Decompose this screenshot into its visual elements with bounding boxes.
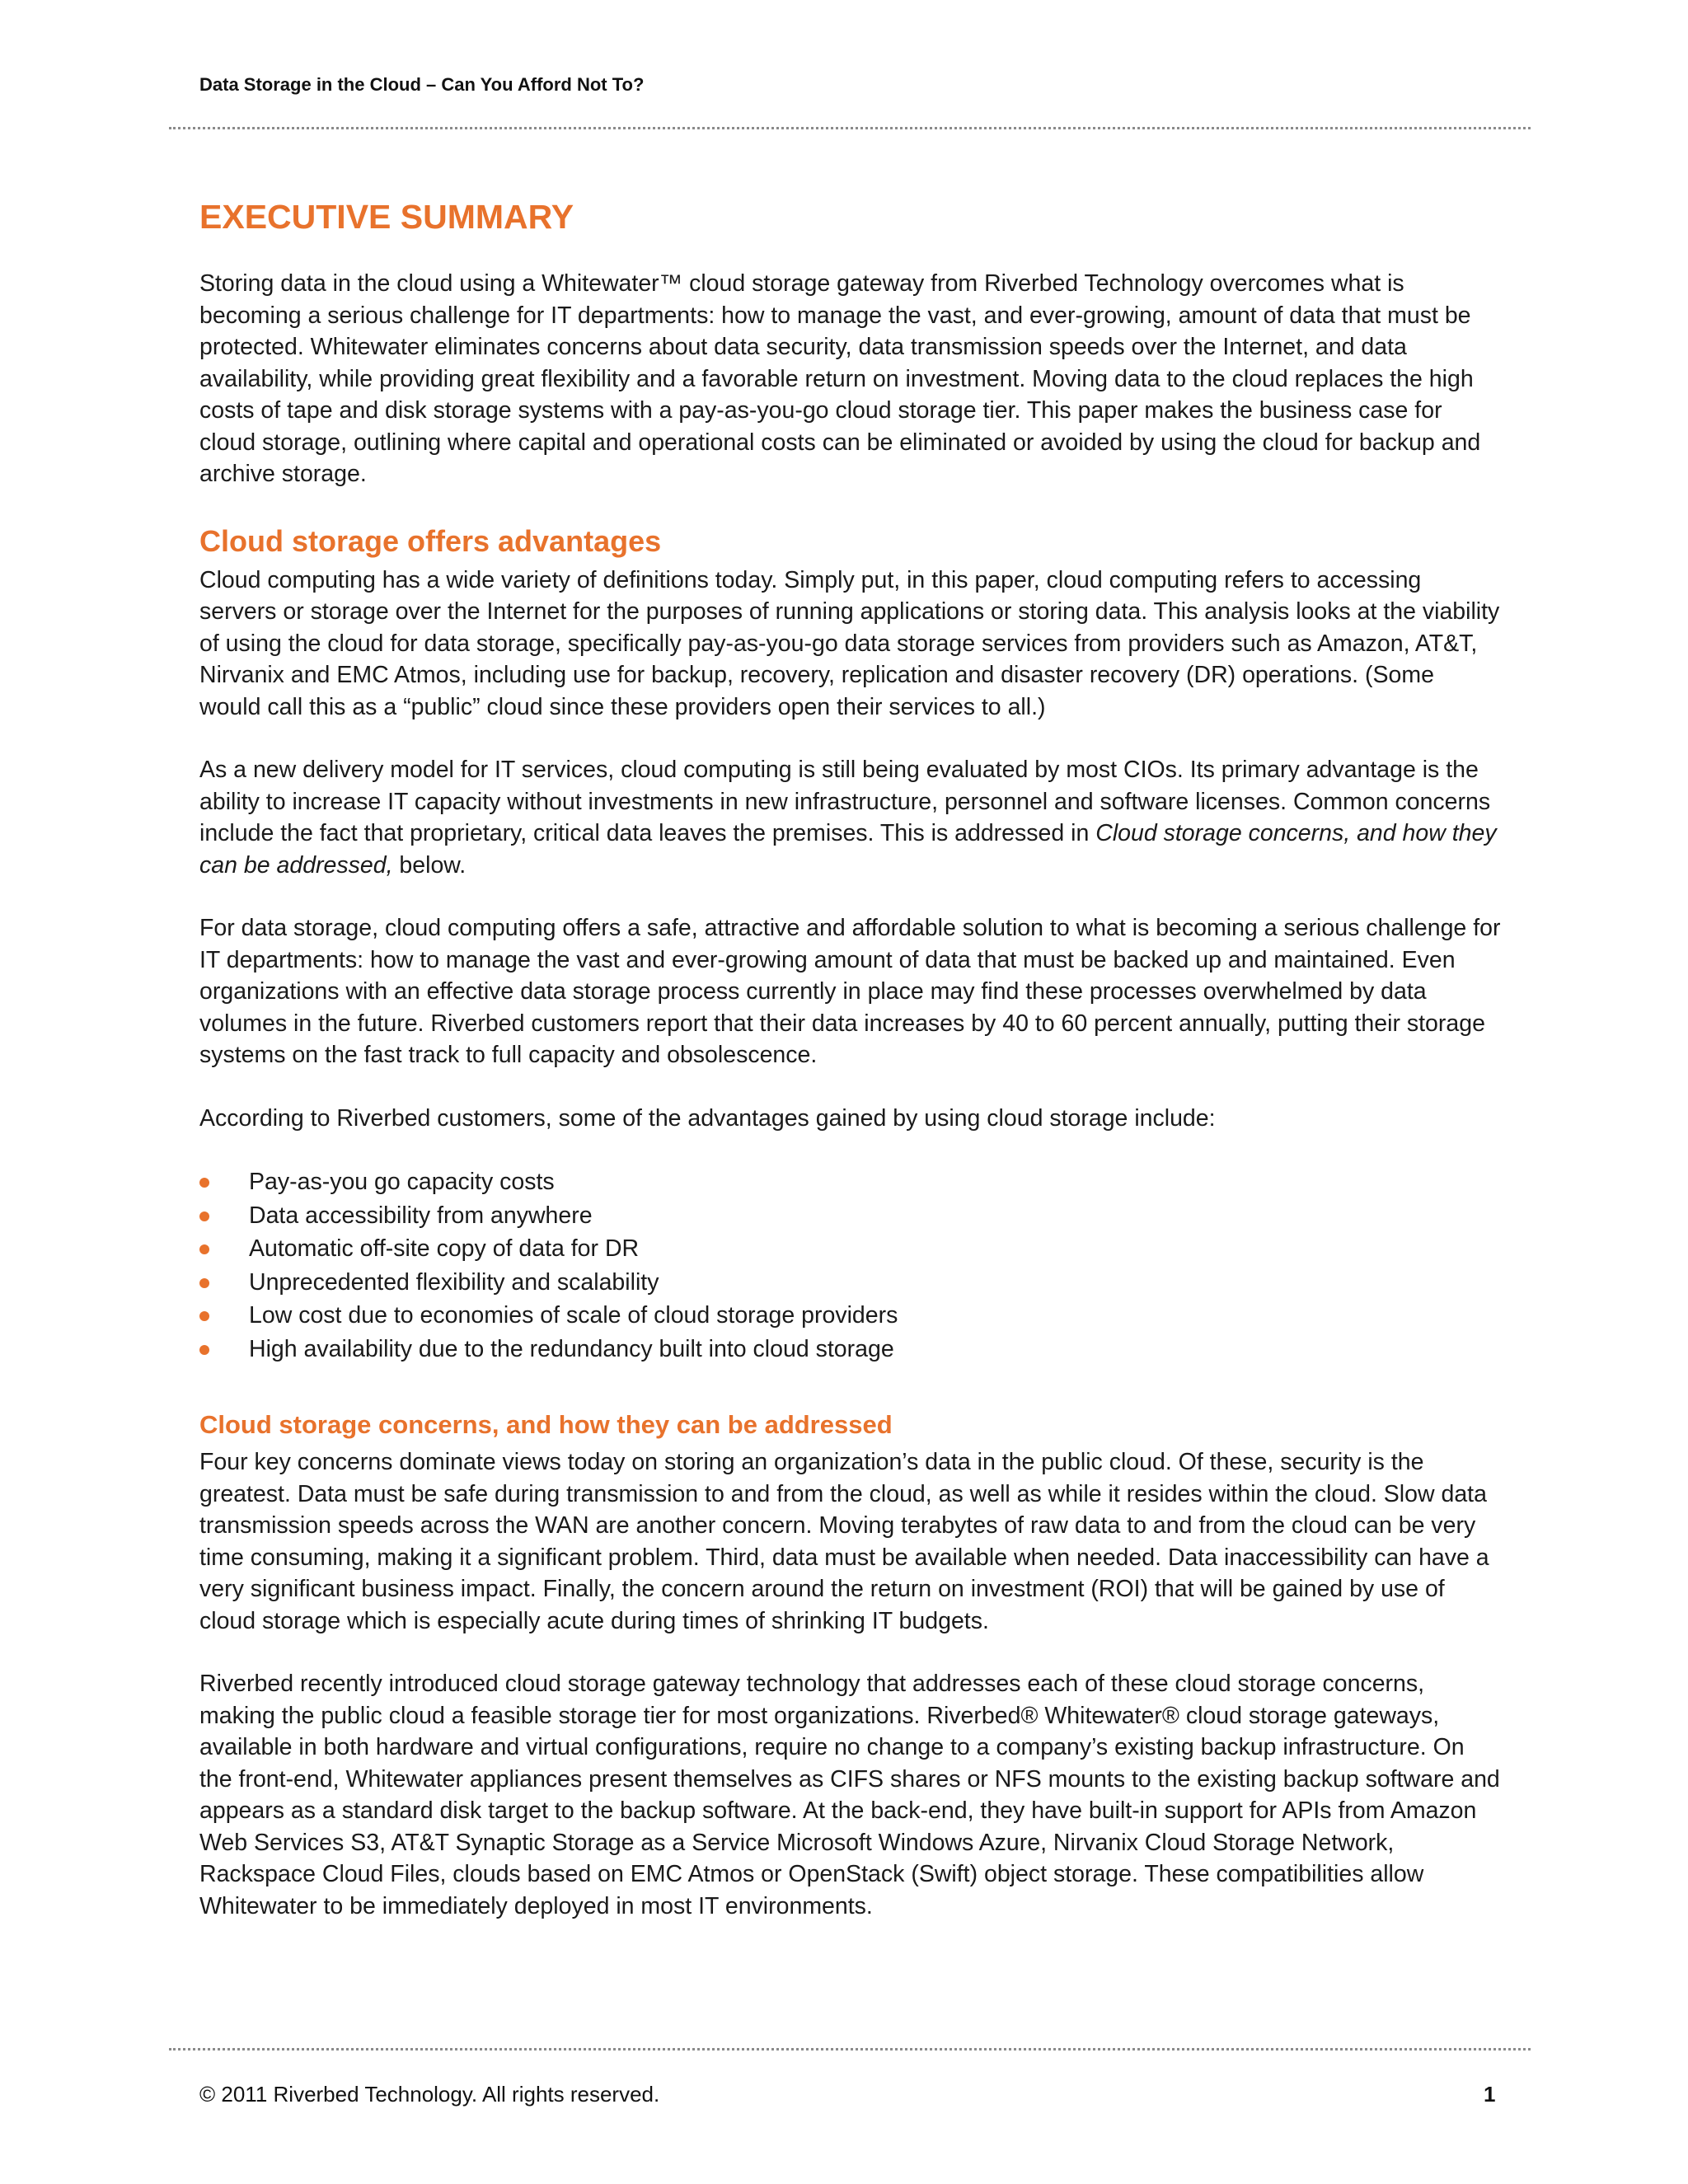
bullet-item: [199, 1232, 1502, 1266]
bullet-text: Data accessibility from anywhere: [249, 1202, 593, 1229]
header-divider: [169, 127, 1531, 129]
executive-summary-title: EXECUTIVE SUMMARY: [199, 198, 574, 236]
executive-summary-paragraph: Storing data in the cloud using a Whitewater™ cloud storage gateway from Riverbed Technology overcomes what is becoming a serious challenge for IT departments: how to manage the vast, and ever-growing, amount of data that must be protected. Whitewater eliminates concerns about data security, data transmission speeds over the Internet, and data availability, while providing great flexibility and a favorable return on investment. Moving data to the cloud replaces the high costs of tape and disk storage systems with a pay-as-you-go cloud storage tier. This paper makes the business case for cloud storage, outlining where capital and operational costs can be eliminated or avoided by using the cloud for backup and archive storage.: [199, 270, 1481, 487]
bullet-item: [199, 1266, 1502, 1300]
bullet-item: [199, 1299, 1502, 1333]
concerns-heading: Cloud storage concerns, and how they can be addressed: [199, 1410, 893, 1439]
bullet-item: [199, 1165, 1502, 1199]
footer-divider: [169, 2048, 1531, 2050]
advantages-paragraph-1: Cloud computing has a wide variety of definitions today. Simply put, in this paper, cloud computing refers to accessing servers or storage over the Internet for the purposes of running applications or storing data. This analysis looks at the viability of using the cloud for data storage, specifically pay-as-you-go data storage services from providers such as Amazon, AT&T, Nirvanix and EMC Atmos, including use for backup, recovery, replication and disaster recovery (DR) operations. (Some would call this as a “public” cloud since these providers open their services to all.): [199, 566, 1500, 720]
footer-copyright: © 2011 Riverbed Technology. All rights reserved.: [199, 2082, 660, 2107]
page-content: [199, 198, 1502, 1922]
advantages-bullet-list: [199, 1165, 1502, 1366]
page-number: 1: [1484, 2082, 1496, 2107]
advantages-heading: Cloud storage offers advantages: [199, 523, 662, 558]
concerns-paragraph-1: Four key concerns dominate views today on storing an organization’s data in the public cloud. Of these, security is the greatest. Data must be safe during transmission to and from the cloud, as well as while it resides within the cloud. Slow data transmission speeds across the WAN are another concern. Moving terabytes of raw data to and from the cloud can be very time consuming, making it a significant problem. Third, data must be available when needed. Data inaccessibility can have a very significant business impact. Finally, the concern around the return on investment (ROI) that will be gained by use of cloud storage which is especially acute during times of shrinking IT budgets.: [199, 1449, 1489, 1634]
advantages-paragraph-2-start: As a new delivery model for IT services, cloud computing is still being evaluated by most CIOs. Its primary advantage is the ability to increase IT capacity without investments in new infrastructure, personnel and software licenses. Common concerns include the fact that proprietary, critical data leaves the premises. This is addressed in: [199, 757, 1491, 846]
bullet-text: Automatic off-site copy of data for DR: [249, 1235, 640, 1262]
advantages-paragraph-2-italic: Cloud storage concerns, and how they can be addressed,: [199, 820, 1497, 879]
bullet-dot-icon: [199, 1178, 209, 1188]
bullet-dot-icon: [199, 1311, 209, 1321]
advantages-paragraph-2-end: below.: [392, 851, 467, 879]
advantages-paragraph-4: According to Riverbed customers, some of the advantages gained by using cloud storage include:: [199, 1104, 1216, 1132]
concerns-paragraph-2: Riverbed recently introduced cloud storage gateway technology that addresses each of these cloud storage concerns, making the public cloud a feasible storage tier for most organizations. Riverbed® Whitewater® cloud storage gateways, available in both hardware and virtual configurations, require no change to a company’s existing backup infrastructure. On the front-end, Whitewater appliances present themselves as CIFS shares or NFS mounts to the existing backup software and appears as a standard disk target to the backup software. At the back-end, they have built-in support for APIs from Amazon Web Services S3, AT&T Synaptic Storage as a Service Microsoft Windows Azure, Nirvanix Cloud Storage Network, Rackspace Cloud Files, clouds based on EMC Atmos or OpenStack (Swift) object storage. These compatibilities allow Whitewater to be immediately deployed in most IT environments.: [199, 1671, 1500, 1919]
bullet-text: Low cost due to economies of scale of cloud storage providers: [249, 1302, 898, 1329]
bullet-item: [199, 1333, 1502, 1366]
advantages-paragraph-3: For data storage, cloud computing offers a safe, attractive and affordable solution to what is becoming a serious challenge for IT departments: how to manage the vast and ever-growing amount of data that must be backed up and maintained. Even organizations with an effective data storage process currently in place may find these processes overwhelmed by data volumes in the future. Riverbed customers report that their data increases by 40 to 60 percent annually, putting their storage systems on the fast track to full capacity and obsolescence.: [199, 915, 1501, 1068]
bullet-dot-icon: [199, 1278, 209, 1288]
advantages-paragraph-2: [199, 754, 1502, 881]
bullet-text: Pay-as-you go capacity costs: [249, 1169, 555, 1195]
bullet-dot-icon: [199, 1212, 209, 1221]
bullet-text: Unprecedented flexibility and scalability: [249, 1268, 659, 1296]
bullet-text: High availability due to the redundancy built into cloud storage: [249, 1335, 894, 1362]
bullet-dot-icon: [199, 1244, 209, 1254]
bullet-dot-icon: [199, 1345, 209, 1355]
bullet-item: [199, 1199, 1502, 1233]
running-header: Data Storage in the Cloud – Can You Afford Not To?: [199, 74, 645, 95]
